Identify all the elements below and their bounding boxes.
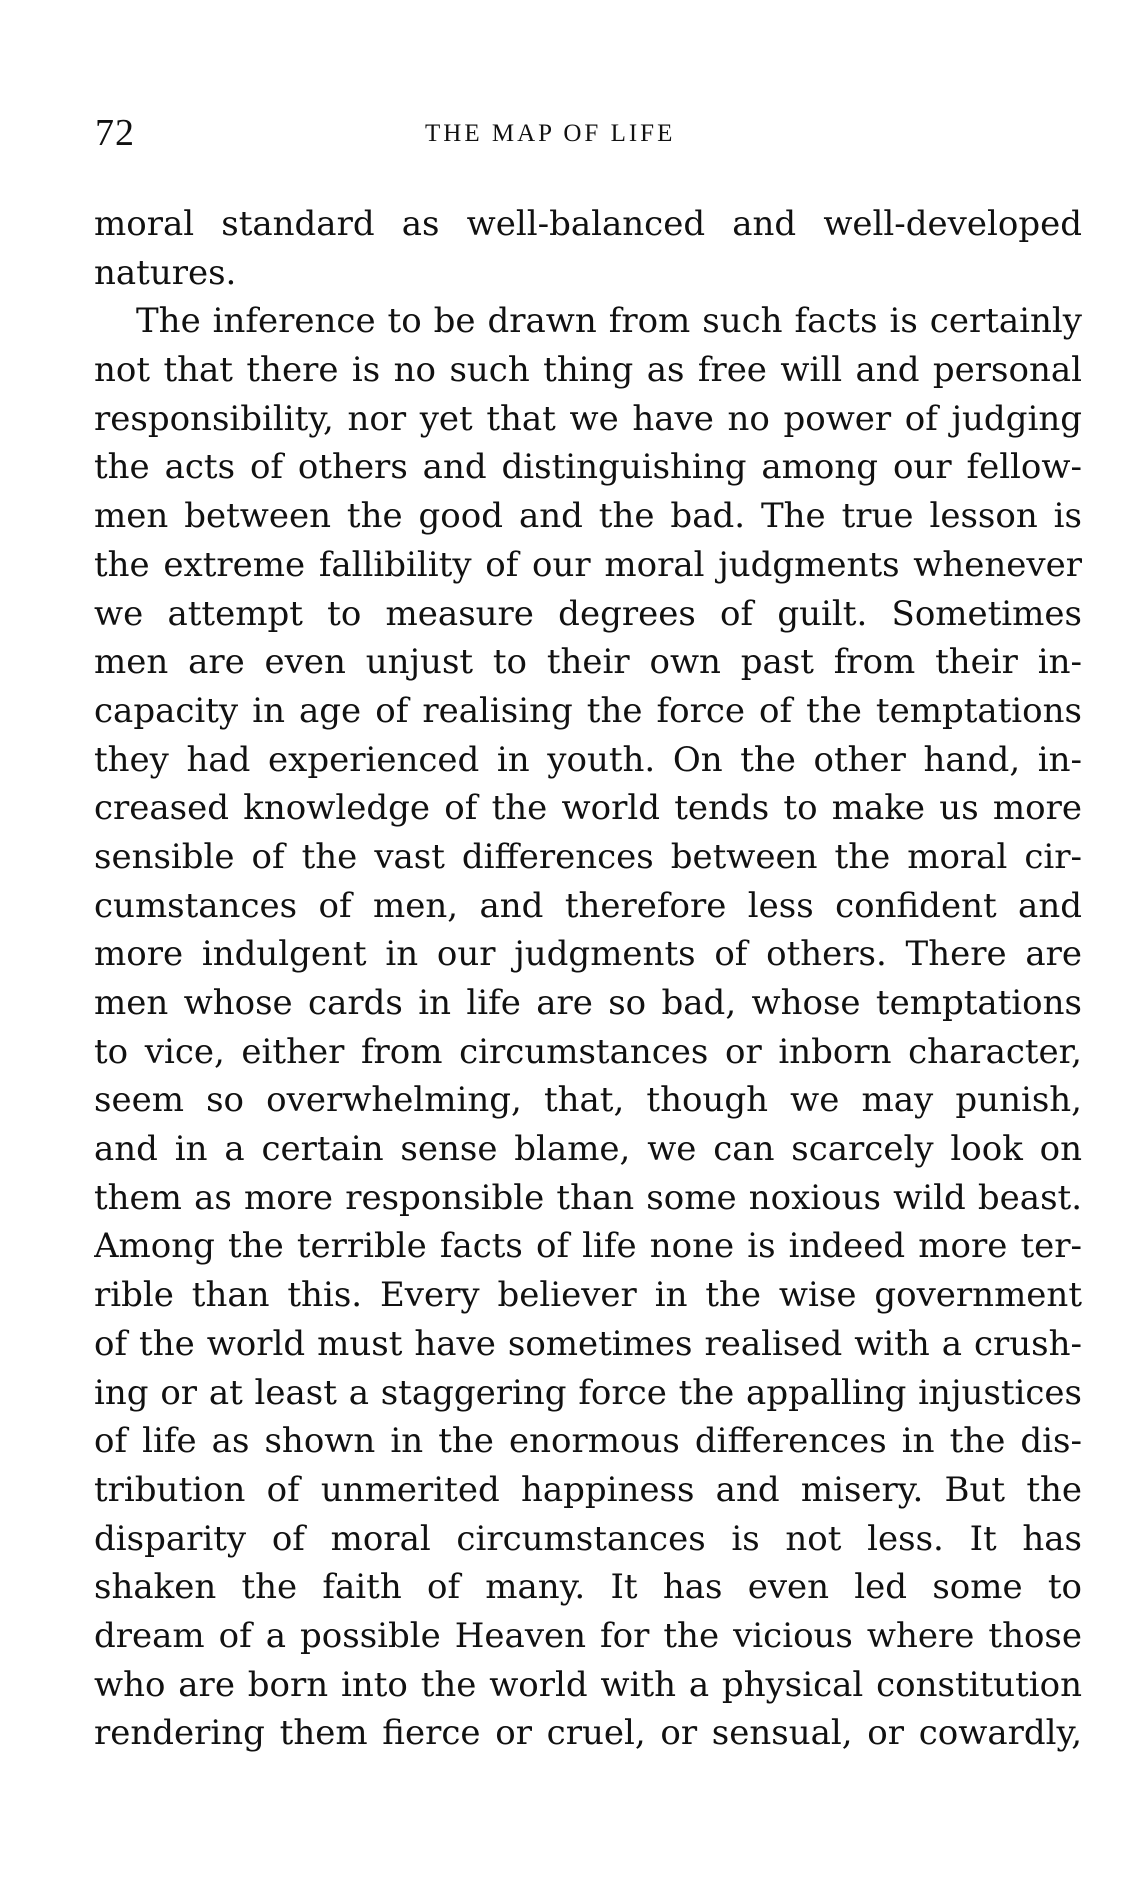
text-line: seem so overwhelming, that, though we may punish, <box>94 1080 1082 1121</box>
text-line: not that there is no such thing as free will and personal <box>94 350 1082 391</box>
text-line: who are born into the world with a physical constitution <box>94 1664 1082 1705</box>
text-line: them as more responsible than some noxious wild beast. <box>94 1177 1082 1218</box>
text-line: men between the good and the bad. The true lesson is <box>94 496 1082 537</box>
paragraph-first-line: The inference to be drawn from such facts is certainly <box>136 301 1082 342</box>
text-line: and in a certain sense blame, we can scarcely look on <box>94 1129 1082 1170</box>
text-line: to vice, either from circumstances or inborn character, <box>94 1031 1082 1072</box>
text-line: shaken the faith of many. It has even led some to <box>94 1567 1082 1608</box>
text-line: natures. <box>94 252 237 293</box>
text-line: responsibility, nor yet that we have no power of judging <box>94 398 1082 439</box>
page-number: 72 <box>95 112 135 154</box>
text-line: we attempt to measure degrees of guilt. Sometimes <box>94 593 1082 634</box>
text-line: of the world must have sometimes realised with a crush- <box>94 1323 1082 1364</box>
text-line: Among the terrible facts of life none is indeed more ter- <box>94 1226 1082 1267</box>
text-line: moral standard as well-balanced and well-developed <box>94 204 1082 244</box>
text-line: men whose cards in life are so bad, whose temptations <box>94 983 1082 1023</box>
text-line: tribution of unmerited happiness and misery. But the <box>94 1469 1082 1510</box>
text-line: more indulgent in our judgments of others. There are <box>94 934 1082 975</box>
page-header <box>95 108 1080 158</box>
body-text <box>94 200 1082 1758</box>
text-line: they had experienced in youth. On the other hand, in- <box>94 739 1082 780</box>
text-line: creased knowledge of the world tends to make us more <box>94 788 1082 829</box>
text-line: rendering them fierce or cruel, or sensual, or cowardly, <box>94 1713 1082 1754</box>
text-line: capacity in age of realising the force of the temptations <box>94 690 1082 731</box>
text-line: ing or at least a staggering force the appalling injustices <box>94 1372 1082 1413</box>
text-line: the extreme fallibility of our moral judgments whenever <box>94 544 1082 585</box>
text-line: of life as shown in the enormous differences in the dis- <box>94 1421 1082 1462</box>
text-line: dream of a possible Heaven for the vicious where those <box>94 1615 1082 1656</box>
text-line: rible than this. Every believer in the wise government <box>94 1275 1082 1316</box>
text-line: men are even unjust to their own past from their in- <box>94 642 1082 683</box>
text-line: cumstances of men, and therefore less confident and <box>94 885 1082 926</box>
text-line: sensible of the vast differences between the moral cir- <box>94 836 1082 877</box>
running-title: THE MAP OF LIFE <box>425 120 676 147</box>
text-line: the acts of others and distinguishing among our fellow- <box>94 447 1082 488</box>
text-line: disparity of moral circumstances is not less. It has <box>94 1518 1082 1559</box>
